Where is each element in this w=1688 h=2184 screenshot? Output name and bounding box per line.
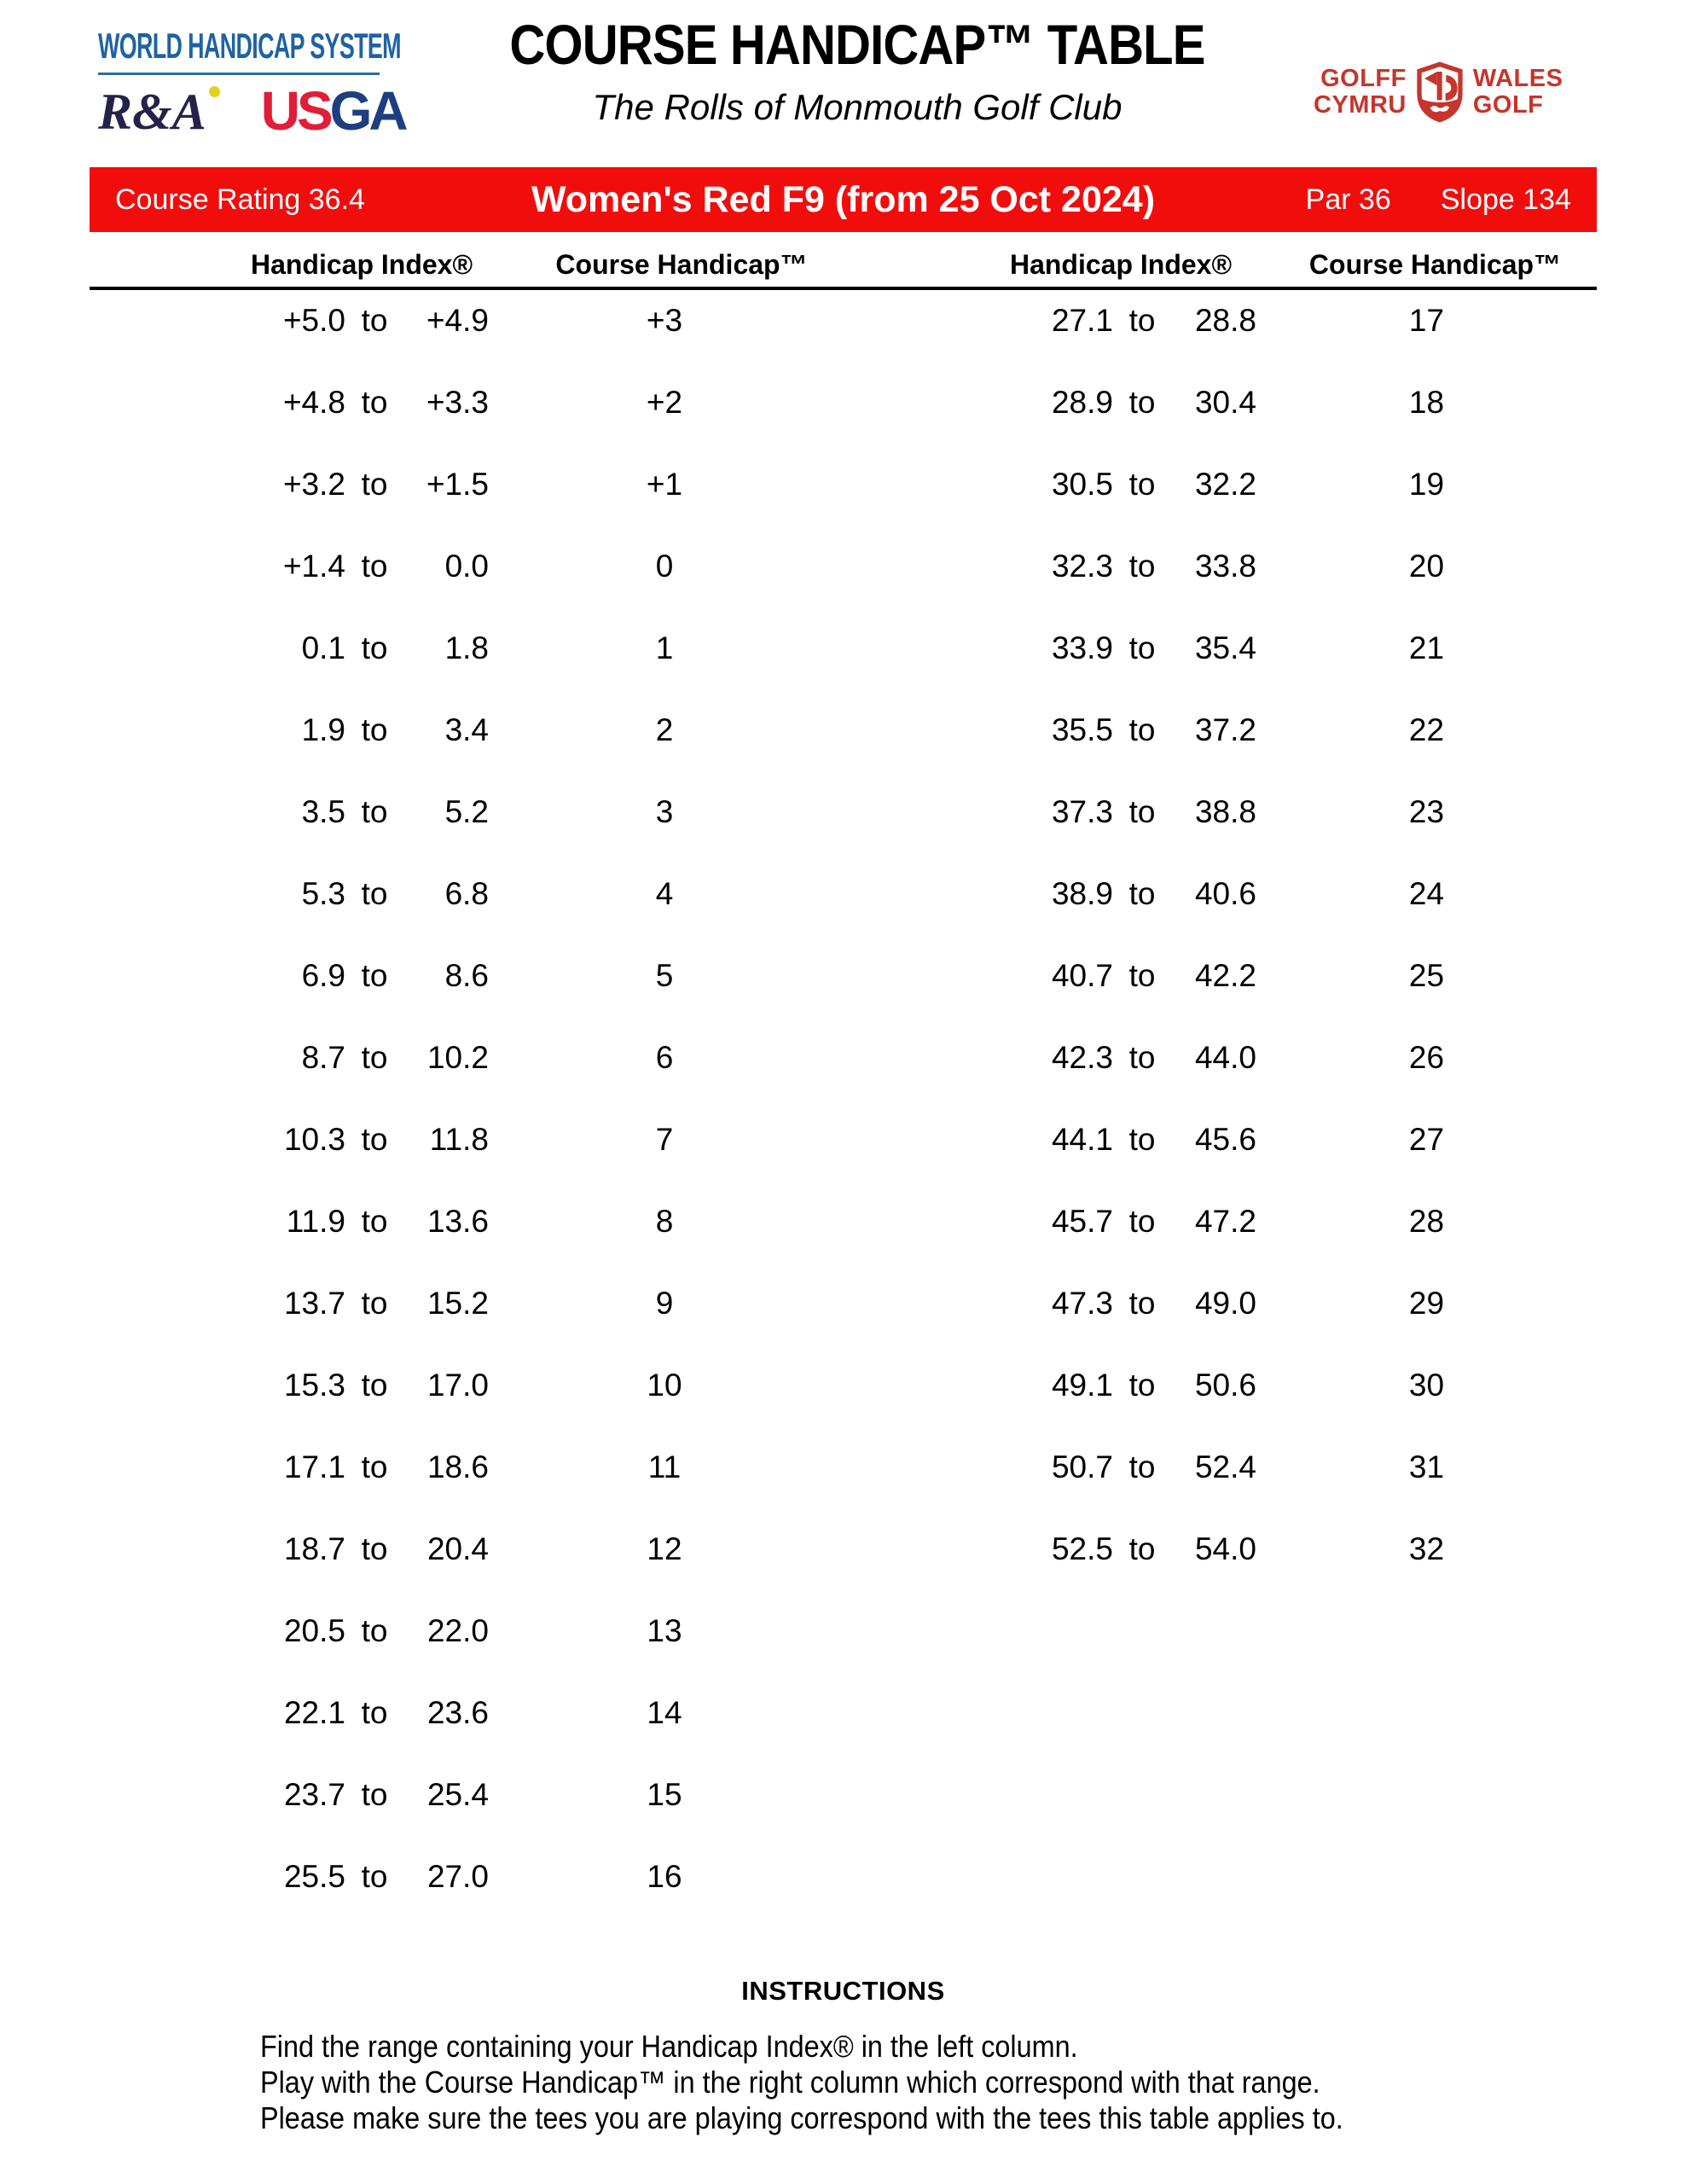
table-row: [90, 1345, 840, 1426]
instructions-section: [90, 1976, 1597, 2136]
course-handicap-value: 29: [1408, 1286, 1445, 1321]
handicap-index-from: 8.7: [301, 1040, 345, 1075]
course-handicap-value: 23: [1408, 794, 1445, 829]
course-handicap-value: 16: [647, 1859, 682, 1894]
handicap-index-from: 47.3: [1051, 1286, 1113, 1321]
to-label: to: [1128, 958, 1156, 993]
right-rows: [840, 280, 1597, 1590]
table-row: [90, 1181, 840, 1263]
usga-logo-us: US: [260, 80, 330, 142]
handicap-index-to: 47.2: [1194, 1204, 1256, 1239]
handicap-index-to: 13.6: [426, 1204, 489, 1239]
col-header-course-handicap-right: Course Handicap™: [1308, 249, 1562, 280]
course-handicap-value: 14: [647, 1695, 682, 1730]
course-handicap-value: 2: [655, 712, 674, 747]
handicap-index-from: 17.1: [283, 1449, 345, 1484]
handicap-index-from: 42.3: [1051, 1040, 1113, 1075]
handicap-index-from: 52.5: [1051, 1531, 1113, 1566]
par-label: Par 36: [1305, 183, 1391, 216]
club-name: The Rolls of Monmouth Golf Club: [592, 87, 1122, 127]
handicap-index-from: 6.9: [301, 958, 345, 993]
handicap-index-from: +1.4: [282, 549, 345, 584]
handicap-index-from: 18.7: [283, 1531, 345, 1566]
to-label: to: [361, 1122, 388, 1157]
handicap-index-to: 22.0: [426, 1613, 489, 1648]
handicap-index-to: 52.4: [1194, 1449, 1256, 1484]
handicap-index-to: 5.2: [444, 794, 489, 829]
handicap-index-to: 32.2: [1194, 467, 1256, 502]
usga-logo: [260, 80, 405, 142]
handicap-index-from: 33.9: [1051, 630, 1113, 665]
handicap-index-from: 23.7: [283, 1777, 345, 1812]
handicap-index-to: 45.6: [1194, 1122, 1256, 1157]
course-handicap-value: 18: [1408, 385, 1445, 420]
handicap-index-from: 44.1: [1051, 1122, 1113, 1157]
handicap-index-to: 42.2: [1194, 958, 1256, 993]
table-row: [90, 935, 840, 1017]
table-row: [840, 607, 1597, 689]
to-label: to: [361, 1859, 388, 1894]
handicap-index-from: 10.3: [283, 1122, 345, 1157]
course-handicap-value: 21: [1408, 630, 1445, 665]
wales-golf-shield-icon: [1414, 61, 1465, 123]
to-label: to: [361, 1040, 388, 1075]
to-label: to: [1128, 303, 1156, 338]
to-label: to: [361, 1531, 388, 1566]
handicap-index-from: 20.5: [283, 1613, 345, 1648]
table-row: [840, 1099, 1597, 1181]
handicap-index-to: 35.4: [1194, 630, 1256, 665]
handicap-index-from: 45.7: [1051, 1204, 1113, 1239]
instructions-title: INSTRUCTIONS: [741, 1976, 945, 2006]
to-label: to: [361, 794, 388, 829]
table-row: [90, 1508, 840, 1590]
to-label: to: [1128, 876, 1156, 911]
handicap-index-from: +4.8: [282, 385, 345, 420]
course-handicap-value: 9: [655, 1286, 674, 1321]
instruction-line: Play with the Course Handicap™ in the right column which correspond with that range.: [260, 2065, 1320, 2100]
to-label: to: [361, 1695, 388, 1730]
course-handicap-value: +2: [646, 385, 683, 420]
handicap-index-to: 6.8: [444, 876, 489, 911]
left-rows: [90, 280, 840, 1918]
handicap-index-to: 28.8: [1194, 303, 1256, 338]
to-label: to: [361, 876, 388, 911]
course-handicap-value: 3: [655, 794, 674, 829]
table-row: [90, 853, 840, 935]
handicap-index-from: 49.1: [1051, 1368, 1113, 1403]
handicap-index-from: 13.7: [283, 1286, 345, 1321]
table-row: [840, 1017, 1597, 1099]
instruction-line: Please make sure the tees you are playing correspond with the tees this table applies to.: [260, 2100, 1343, 2135]
course-handicap-value: 20: [1408, 549, 1445, 584]
to-label: to: [1128, 385, 1156, 420]
handicap-index-to: 37.2: [1194, 712, 1256, 747]
handicap-index-to: 11.8: [429, 1122, 489, 1157]
to-label: to: [361, 1613, 388, 1648]
handicap-index-from: 25.5: [283, 1859, 345, 1894]
tee-banner: [90, 167, 1597, 232]
course-handicap-value: 10: [647, 1368, 682, 1403]
handicap-index-from: 32.3: [1051, 549, 1113, 584]
course-handicap-value: 5: [655, 958, 674, 993]
table-row: [840, 526, 1597, 607]
par-slope-group: [1306, 183, 1571, 217]
ra-logo-text: R&A: [98, 83, 206, 140]
table-row: [90, 526, 840, 607]
handicap-index-to: +3.3: [426, 385, 489, 420]
slope-label: Slope 134: [1440, 183, 1571, 216]
to-label: to: [361, 385, 388, 420]
course-handicap-value: 32: [1408, 1531, 1445, 1566]
handicap-index-to: 25.4: [426, 1777, 489, 1812]
course-handicap-value: 4: [655, 876, 674, 911]
course-handicap-value: 28: [1408, 1204, 1445, 1239]
to-label: to: [1128, 1040, 1156, 1075]
to-label: to: [1128, 1368, 1156, 1403]
wales-golf-logo: [1314, 61, 1563, 123]
to-label: to: [1128, 794, 1156, 829]
table-row: [90, 1754, 840, 1836]
to-label: to: [361, 712, 388, 747]
handicap-index-from: 0.1: [301, 630, 345, 665]
handicap-index-to: 17.0: [426, 1368, 489, 1403]
table-row: [840, 444, 1597, 526]
table-row: [840, 935, 1597, 1017]
handicap-index-to: 30.4: [1194, 385, 1256, 420]
course-handicap-value: 26: [1408, 1040, 1445, 1075]
course-handicap-value: 27: [1408, 1122, 1445, 1157]
to-label: to: [361, 467, 388, 502]
handicap-index-from: 30.5: [1051, 467, 1113, 502]
handicap-index-from: 11.9: [286, 1204, 345, 1239]
table-row: [840, 689, 1597, 771]
handicap-index-to: 23.6: [426, 1695, 489, 1730]
table-row: [90, 771, 840, 853]
handicap-index-from: 35.5: [1051, 712, 1113, 747]
table-row: [90, 280, 840, 362]
whs-logo-text-inner: WORLD HANDICAP SYSTEM: [98, 26, 401, 66]
table-row: [840, 1508, 1597, 1590]
table-row: [840, 771, 1597, 853]
to-label: to: [361, 1777, 388, 1812]
table-row: [840, 1426, 1597, 1508]
handicap-index-to: 44.0: [1194, 1040, 1256, 1075]
to-label: to: [361, 630, 388, 665]
to-label: to: [361, 1368, 388, 1403]
wales-golf-logo-english: [1473, 66, 1563, 119]
handicap-index-from: 38.9: [1051, 876, 1113, 911]
handicap-index-to: 49.0: [1194, 1286, 1256, 1321]
to-label: to: [361, 303, 388, 338]
to-label: to: [361, 958, 388, 993]
title-block: [426, 12, 1288, 128]
table-row: [90, 1590, 840, 1672]
to-label: to: [361, 1204, 388, 1239]
wales-golf-wales: WALES: [1472, 65, 1563, 92]
handicap-index-to: 3.4: [444, 712, 489, 747]
course-handicap-value: 25: [1408, 958, 1445, 993]
whs-underline: [98, 73, 380, 75]
table-row: [90, 1672, 840, 1754]
handicap-index-to: 18.6: [426, 1449, 489, 1484]
handicap-index-to: 38.8: [1194, 794, 1256, 829]
course-handicap-value: 0: [655, 549, 674, 584]
course-handicap-value: +3: [646, 303, 683, 338]
handicap-index-to: 54.0: [1194, 1531, 1256, 1566]
handicap-index-to: 33.8: [1194, 549, 1256, 584]
handicap-index-from: 27.1: [1051, 303, 1113, 338]
course-handicap-value: 19: [1408, 467, 1445, 502]
to-label: to: [1128, 630, 1156, 665]
course-handicap-value: 13: [647, 1613, 682, 1648]
handicap-index-from: +5.0: [282, 303, 345, 338]
to-label: to: [1128, 1531, 1156, 1566]
table-row: [90, 362, 840, 444]
handicap-index-from: 5.3: [301, 876, 345, 911]
page-title: COURSE HANDICAP™ TABLE: [509, 13, 1205, 76]
handicap-index-from: 15.3: [283, 1368, 345, 1403]
col-header-handicap-index-left: Handicap Index®: [250, 249, 473, 280]
handicap-index-from: 3.5: [301, 794, 345, 829]
table-row: [840, 853, 1597, 935]
table-header-row: [90, 249, 1597, 281]
usga-logo-ga: GA: [329, 80, 405, 142]
instructions-lines: [260, 2029, 1597, 2136]
course-handicap-value: 22: [1408, 712, 1445, 747]
to-label: to: [1128, 549, 1156, 584]
to-label: to: [361, 549, 388, 584]
course-handicap-value: 1: [655, 630, 674, 665]
table-row: [840, 280, 1597, 362]
to-label: to: [1128, 1122, 1156, 1157]
handicap-index-to: 8.6: [444, 958, 489, 993]
to-label: to: [1128, 1286, 1156, 1321]
course-handicap-value: 11: [647, 1449, 682, 1484]
course-handicap-value: 8: [655, 1204, 674, 1239]
wales-golf-cymru: CYMRU: [1314, 91, 1407, 119]
handicap-index-to: 1.8: [444, 630, 489, 665]
to-label: to: [1128, 467, 1156, 502]
wales-golf-golff: GOLFF: [1320, 65, 1407, 92]
handicap-index-from: 50.7: [1051, 1449, 1113, 1484]
col-header-handicap-index-right: Handicap Index®: [1009, 249, 1233, 280]
table-row: [90, 1017, 840, 1099]
table-row: [840, 1345, 1597, 1426]
table-row: [840, 1181, 1597, 1263]
course-handicap-value: 31: [1408, 1449, 1445, 1484]
tee-name-label: Women's Red F9 (from 25 Oct 2024): [531, 178, 1156, 220]
handicap-index-to: 50.6: [1194, 1368, 1256, 1403]
table-header-left-pair: [90, 249, 840, 281]
handicap-index-from: 22.1: [283, 1695, 345, 1730]
col-header-course-handicap-left: Course Handicap™: [555, 249, 808, 280]
course-handicap-value: 24: [1408, 876, 1445, 911]
course-handicap-value: 30: [1408, 1368, 1445, 1403]
handicap-index-to: +4.9: [426, 303, 489, 338]
table-row: [90, 1263, 840, 1345]
table-row: [90, 689, 840, 771]
table-row: [90, 444, 840, 526]
table-row: [90, 607, 840, 689]
handicap-index-to: 40.6: [1194, 876, 1256, 911]
handicap-index-from: 37.3: [1051, 794, 1113, 829]
course-rating-label: Course Rating 36.4: [115, 183, 365, 216]
table-row: [840, 1263, 1597, 1345]
handicap-index-to: 27.0: [426, 1859, 489, 1894]
course-handicap-value: 15: [647, 1777, 682, 1812]
course-handicap-value: +1: [646, 467, 683, 502]
to-label: to: [361, 1449, 388, 1484]
ra-logo: [98, 83, 206, 140]
ra-golf-ball-dot-icon: [209, 86, 220, 97]
handicap-index-to: 20.4: [426, 1531, 489, 1566]
to-label: to: [1128, 712, 1156, 747]
table-header-right-pair: [840, 249, 1597, 281]
table-row: [90, 1426, 840, 1508]
table-row: [840, 362, 1597, 444]
course-handicap-value: 7: [655, 1122, 674, 1157]
handicap-index-from: 1.9: [301, 712, 345, 747]
handicap-index-to: 10.2: [426, 1040, 489, 1075]
to-label: to: [1128, 1449, 1156, 1484]
table-row: [90, 1836, 840, 1918]
to-label: to: [361, 1286, 388, 1321]
course-handicap-value: 6: [655, 1040, 674, 1075]
handicap-index-to: 0.0: [444, 549, 489, 584]
handicap-index-from: +3.2: [282, 467, 345, 502]
course-handicap-value: 17: [1408, 303, 1445, 338]
handicap-index-to: 15.2: [426, 1286, 489, 1321]
wales-golf-golf: GOLF: [1472, 91, 1544, 119]
wales-golf-logo-welsh: [1314, 66, 1407, 119]
instruction-line: Find the range containing your Handicap Index® in the left column.: [260, 2029, 1078, 2064]
to-label: to: [1128, 1204, 1156, 1239]
course-handicap-value: 12: [647, 1531, 682, 1566]
table-row: [90, 1099, 840, 1181]
handicap-index-to: +1.5: [426, 467, 489, 502]
handicap-index-from: 28.9: [1051, 385, 1113, 420]
handicap-table-body: [90, 280, 1597, 1918]
handicap-index-from: 40.7: [1051, 958, 1113, 993]
